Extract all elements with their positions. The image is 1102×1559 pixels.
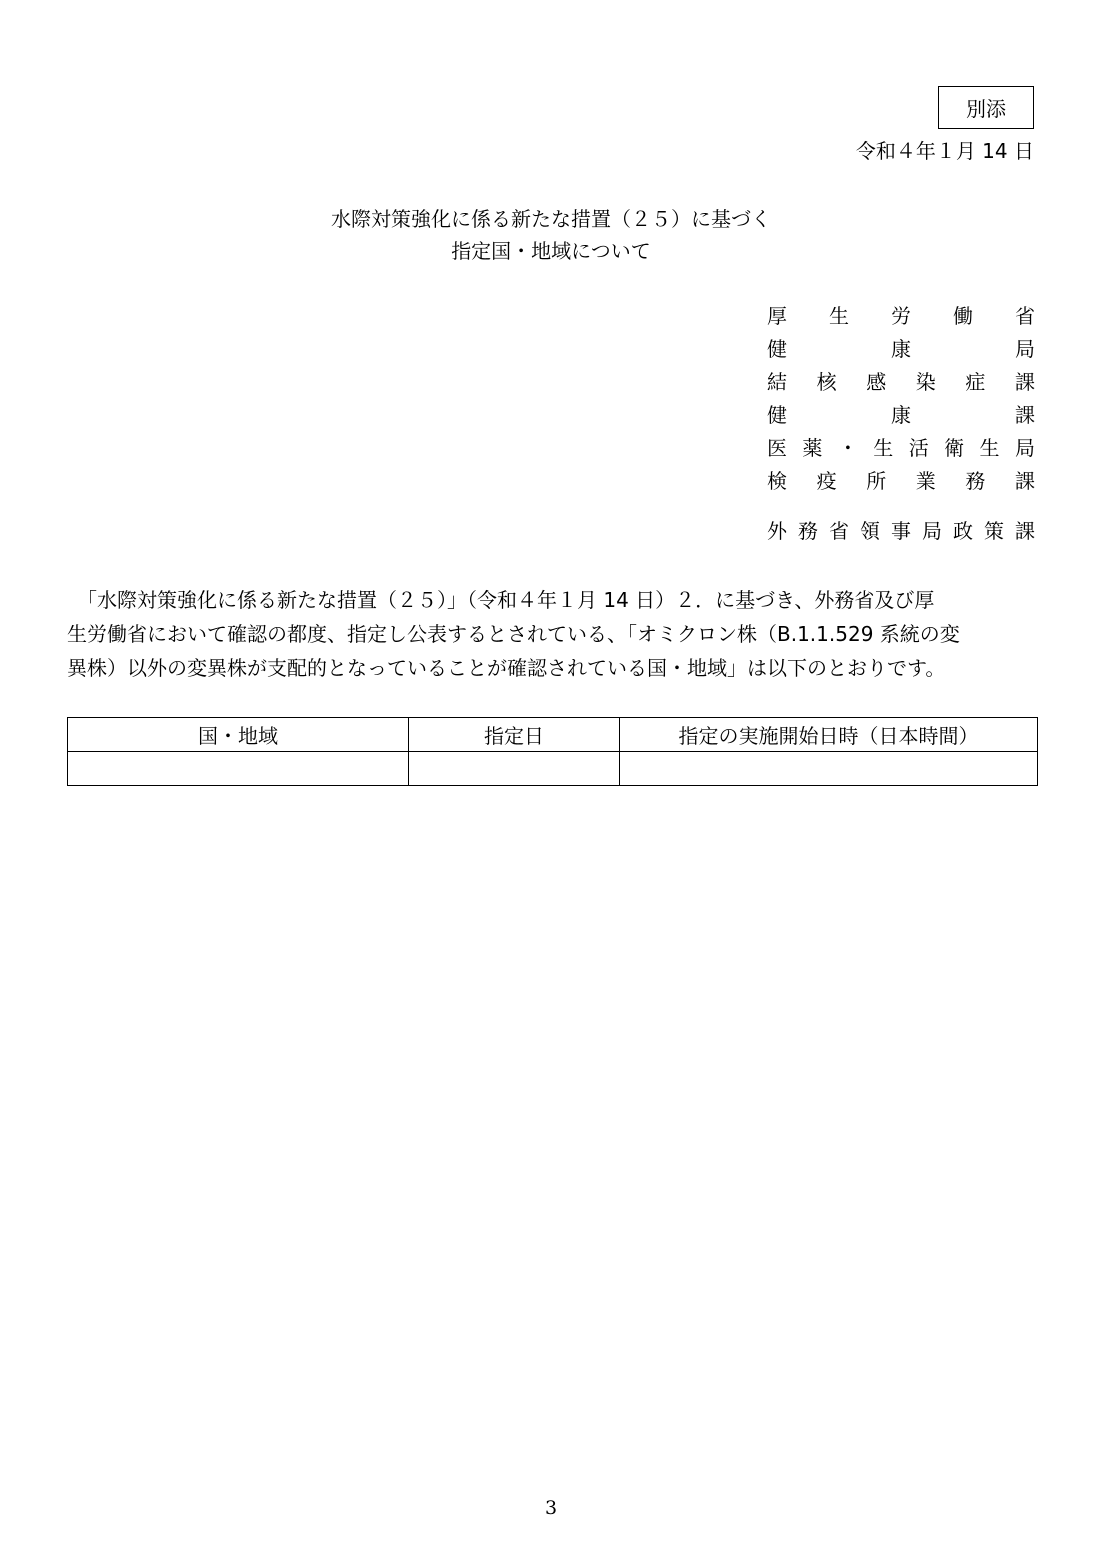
issuer-line (767, 300, 1035, 333)
issuer-char: 局 (1014, 436, 1035, 460)
issuer-char: 症 (965, 370, 986, 394)
issuer-char: 政 (953, 519, 973, 543)
title-line-2: 指定国・地域について (451, 239, 651, 263)
body-line-3: 異株）以外の変異株が支配的となっていることが確認されている国・地域」は以下のとおりです。 (67, 656, 946, 680)
issuer-char: 感 (866, 370, 887, 394)
issuer-line (767, 465, 1035, 498)
issuer-char: 検 (767, 469, 787, 493)
issuer-char: 厚 (767, 304, 787, 328)
title-line-1: 水際対策強化に係る新たな措置（２５）に基づく (331, 207, 771, 231)
issuer-char: 事 (891, 519, 911, 543)
issuer-char: 健 (767, 337, 787, 361)
issuer-char: 務 (965, 469, 986, 493)
table-cell (68, 752, 409, 786)
issuer-char: 医 (767, 436, 787, 460)
issuer-char: 課 (1015, 403, 1035, 427)
header-designation-date: 指定日 (409, 718, 620, 752)
issuer-char: 労 (891, 304, 911, 328)
issuer-line (767, 399, 1035, 432)
issuer-char: 核 (816, 370, 837, 394)
issuer-char: 所 (866, 469, 887, 493)
issuer-char: 染 (915, 370, 936, 394)
issuer-char: 衛 (944, 436, 965, 460)
issuer-char: ・ (837, 436, 858, 460)
issuer-char: 省 (1015, 304, 1035, 328)
issuer-line (767, 366, 1035, 399)
header-country-region: 国・地域 (68, 718, 409, 752)
table-header-row (68, 718, 1038, 752)
issuer-char: 健 (767, 403, 787, 427)
attachment-label: 別添 (938, 86, 1034, 129)
issuer-char: 外 (767, 519, 787, 543)
designated-countries-table (67, 717, 1038, 786)
issuer-char: 薬 (802, 436, 823, 460)
body-line-1: 「水際対策強化に係る新たな措置（２５）」（令和４年１月 14 日）２．に基づき、外務省及び厚 (67, 588, 935, 612)
page-number: 3 (544, 1497, 558, 1519)
issuer-char: 康 (891, 337, 911, 361)
issuer-char: 生 (979, 436, 1000, 460)
header-start-datetime: 指定の実施開始日時（日本時間） (620, 718, 1038, 752)
issuer-block (767, 300, 1035, 548)
body-line-2: 生労働省において確認の都度、指定し公表するとされている、「オミクロン株（B.1.1.529 系統の変 (67, 622, 960, 646)
issuer-char: 生 (829, 304, 849, 328)
issuer-char: 課 (1014, 370, 1035, 394)
issuer-char: 疫 (816, 469, 837, 493)
issuer-char: 課 (1014, 469, 1035, 493)
issuer-char: 働 (953, 304, 973, 328)
table-cell (620, 752, 1038, 786)
issuer-char: 省 (829, 519, 849, 543)
issuer-line (767, 333, 1035, 366)
issuer-char: 生 (873, 436, 894, 460)
issuer-char: 課 (1015, 519, 1035, 543)
issuer-char: 業 (915, 469, 936, 493)
issuer-line (767, 515, 1035, 548)
issuer-char: 結 (767, 370, 787, 394)
body-paragraph (67, 583, 1037, 685)
issuer-char: 務 (798, 519, 818, 543)
issuer-line (767, 432, 1035, 465)
issuer-char: 局 (1015, 337, 1035, 361)
issuer-char: 策 (984, 519, 1004, 543)
issuer-char: 局 (922, 519, 942, 543)
table-row (68, 752, 1038, 786)
table-cell (409, 752, 620, 786)
document-title (0, 203, 1102, 267)
issuer-gap (767, 498, 1035, 515)
issuer-char: 領 (860, 519, 880, 543)
document-date: 令和４年１月 14 日 (855, 139, 1034, 163)
issuer-char: 康 (891, 403, 911, 427)
issuer-char: 活 (908, 436, 929, 460)
